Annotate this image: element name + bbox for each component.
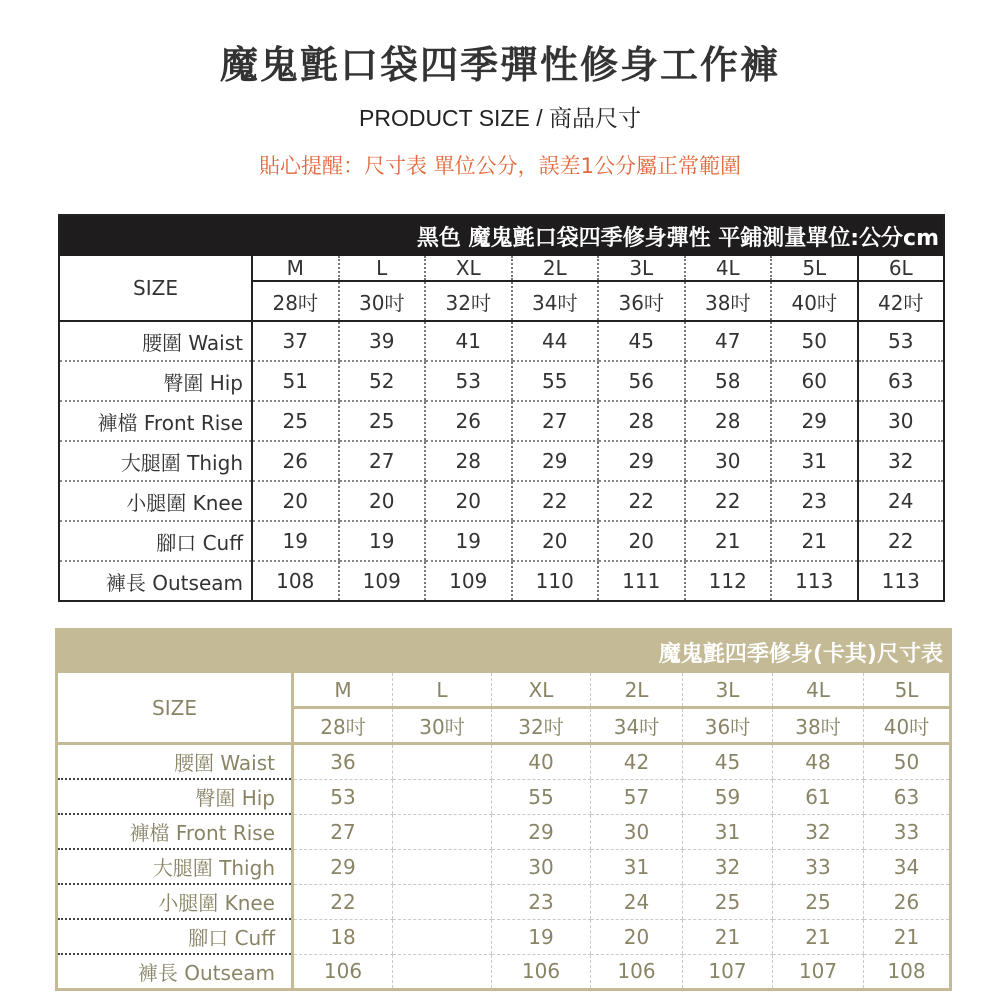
size-cell: 5L — [864, 673, 951, 708]
row-label: 腳口 Cuff — [59, 521, 252, 561]
inch-cell: 36吋 — [598, 281, 685, 321]
size-row — [57, 673, 951, 708]
value-cell: 18 — [293, 919, 393, 954]
value-cell: 28 — [425, 441, 512, 481]
value-cell: 21 — [773, 919, 864, 954]
value-cell: 19 — [425, 521, 512, 561]
value-cell: 20 — [425, 481, 512, 521]
value-cell: 22 — [512, 481, 599, 521]
inch-cell: 28吋 — [252, 281, 339, 321]
value-cell: 51 — [252, 361, 339, 401]
value-cell: 30 — [591, 814, 683, 849]
value-cell: 111 — [598, 561, 685, 601]
value-cell: 56 — [598, 361, 685, 401]
inch-cell: 30吋 — [339, 281, 426, 321]
value-cell: 27 — [339, 441, 426, 481]
value-cell: 55 — [512, 361, 599, 401]
value-cell: 108 — [864, 954, 951, 990]
value-cell: 22 — [293, 884, 393, 919]
row-label: 小腿圍 Knee — [59, 481, 252, 521]
value-cell: 107 — [773, 954, 864, 990]
value-cell — [393, 849, 492, 884]
value-cell: 36 — [293, 744, 393, 780]
size-cell: XL — [492, 673, 591, 708]
value-cell: 28 — [685, 401, 772, 441]
value-cell: 45 — [598, 321, 685, 361]
table-caption: 黑色 魔鬼氈口袋四季修身彈性 平鋪測量單位:公分cm — [59, 215, 944, 256]
value-cell: 28 — [598, 401, 685, 441]
value-cell: 47 — [685, 321, 772, 361]
value-cell — [393, 744, 492, 780]
value-cell: 31 — [771, 441, 858, 481]
size-cell: 4L — [773, 673, 864, 708]
value-cell: 20 — [252, 481, 339, 521]
value-cell: 20 — [339, 481, 426, 521]
value-cell: 26 — [425, 401, 512, 441]
value-cell: 22 — [685, 481, 772, 521]
value-cell: 21 — [864, 919, 951, 954]
value-cell: 112 — [685, 561, 772, 601]
value-cell: 24 — [591, 884, 683, 919]
row-label: 大腿圍 Thigh — [59, 441, 252, 481]
value-cell: 57 — [591, 779, 683, 814]
value-cell: 19 — [339, 521, 426, 561]
value-cell: 26 — [864, 884, 951, 919]
value-cell: 39 — [339, 321, 426, 361]
value-cell: 107 — [683, 954, 773, 990]
value-cell: 32 — [683, 849, 773, 884]
size-header-label: SIZE — [59, 256, 252, 321]
value-cell: 50 — [864, 744, 951, 780]
inch-cell: 38吋 — [773, 708, 864, 744]
value-cell: 52 — [339, 361, 426, 401]
value-cell: 30 — [685, 441, 772, 481]
value-cell: 23 — [771, 481, 858, 521]
row-label: 小腿圍 Knee — [57, 884, 293, 919]
row-label: 大腿圍 Thigh — [57, 849, 293, 884]
value-cell: 45 — [683, 744, 773, 780]
value-cell: 29 — [293, 849, 393, 884]
table-caption-row — [59, 215, 944, 256]
row-label: 腰圍 Waist — [57, 744, 293, 780]
value-cell: 109 — [425, 561, 512, 601]
value-cell: 50 — [771, 321, 858, 361]
table-row — [57, 849, 951, 884]
measurement-notice: 貼心提醒：尺寸表 單位公分，誤差1公分屬正常範圍 — [258, 154, 742, 178]
value-cell: 60 — [771, 361, 858, 401]
size-cell: M — [252, 256, 339, 281]
size-row — [59, 256, 944, 281]
value-cell: 113 — [771, 561, 858, 601]
value-cell: 19 — [252, 521, 339, 561]
value-cell — [393, 919, 492, 954]
value-cell: 25 — [339, 401, 426, 441]
size-cell: 3L — [598, 256, 685, 281]
inch-cell: 32吋 — [425, 281, 512, 321]
value-cell: 53 — [425, 361, 512, 401]
value-cell: 42 — [591, 744, 683, 780]
value-cell: 25 — [252, 401, 339, 441]
table-row — [59, 481, 944, 521]
value-cell: 108 — [276, 569, 315, 593]
value-cell: 32 — [858, 441, 945, 481]
inch-cell: 32吋 — [492, 708, 591, 744]
size-cell: L — [393, 673, 492, 708]
value-cell: 30 — [858, 401, 945, 441]
value-cell: 37 — [252, 321, 339, 361]
value-cell: 41 — [425, 321, 512, 361]
row-label: 褲長 Outseam — [59, 561, 252, 601]
inch-cell: 34吋 — [591, 708, 683, 744]
table-caption: 魔鬼氈四季修身(卡其)尺寸表 — [57, 630, 951, 674]
size-cell: 2L — [591, 673, 683, 708]
value-cell: 59 — [683, 779, 773, 814]
value-cell: 113 — [858, 561, 945, 601]
value-cell: 63 — [864, 779, 951, 814]
inch-cell: 42吋 — [858, 281, 945, 321]
product-size-subtitle: PRODUCT SIZE / 商品尺寸 — [359, 105, 641, 131]
size-cell: 6L — [858, 256, 945, 281]
value-cell: 48 — [773, 744, 864, 780]
value-cell: 106 — [591, 954, 683, 990]
value-cell: 24 — [858, 481, 945, 521]
value-cell — [393, 954, 492, 990]
size-cell: 3L — [683, 673, 773, 708]
value-cell: 106 — [492, 954, 591, 990]
value-cell: 31 — [683, 814, 773, 849]
value-cell: 34 — [864, 849, 951, 884]
row-label: 臀圍 Hip — [57, 779, 293, 814]
value-cell: 20 — [512, 521, 599, 561]
value-cell: 20 — [591, 919, 683, 954]
value-cell: 26 — [252, 441, 339, 481]
table-caption-row — [57, 630, 951, 674]
inch-cell: 34吋 — [512, 281, 599, 321]
row-label: 臀圍 Hip — [59, 361, 252, 401]
value-cell: 23 — [492, 884, 591, 919]
value-cell: 21 — [685, 521, 772, 561]
size-cell: 2L — [512, 256, 599, 281]
inch-cell: 28吋 — [293, 708, 393, 744]
inch-cell: 40吋 — [771, 281, 858, 321]
value-cell — [393, 884, 492, 919]
inch-cell: 36吋 — [683, 708, 773, 744]
value-cell: 106 — [323, 959, 363, 984]
value-cell: 29 — [771, 401, 858, 441]
product-title: 魔鬼氈口袋四季彈性修身工作褲 — [219, 43, 780, 87]
value-cell: 30 — [492, 849, 591, 884]
value-cell: 40 — [492, 744, 591, 780]
value-cell: 29 — [512, 441, 599, 481]
value-cell: 25 — [773, 884, 864, 919]
size-cell: 4L — [685, 256, 772, 281]
value-cell: 32 — [773, 814, 864, 849]
value-cell: 44 — [512, 321, 599, 361]
value-cell: 61 — [773, 779, 864, 814]
row-label: 褲檔 Front Rise — [59, 401, 252, 441]
table-row — [59, 521, 944, 561]
value-cell: 27 — [293, 814, 393, 849]
table-row — [59, 321, 944, 361]
value-cell: 58 — [685, 361, 772, 401]
size-table-black — [58, 214, 945, 602]
table-row — [57, 814, 951, 849]
value-cell: 22 — [598, 481, 685, 521]
value-cell: 109 — [339, 561, 426, 601]
value-cell: 29 — [492, 814, 591, 849]
table-row — [57, 884, 951, 919]
size-cell: 5L — [771, 256, 858, 281]
size-cell: M — [293, 673, 393, 708]
size-header-label: SIZE — [57, 673, 293, 744]
value-cell: 33 — [864, 814, 951, 849]
value-cell: 21 — [771, 521, 858, 561]
table-row — [57, 779, 951, 814]
value-cell: 19 — [492, 919, 591, 954]
value-cell: 20 — [598, 521, 685, 561]
row-label: 褲檔 Front Rise — [57, 814, 293, 849]
value-cell: 55 — [492, 779, 591, 814]
value-cell: 25 — [683, 884, 773, 919]
inch-cell: 30吋 — [393, 708, 492, 744]
row-label: 褲長 Outseam — [57, 954, 293, 990]
table-row — [59, 441, 944, 481]
size-cell: XL — [425, 256, 512, 281]
value-cell — [393, 779, 492, 814]
inch-cell: 40吋 — [864, 708, 951, 744]
table-row — [59, 561, 944, 601]
table-row — [57, 919, 951, 954]
size-table-khaki — [55, 628, 952, 991]
table-row — [57, 954, 951, 990]
value-cell: 33 — [773, 849, 864, 884]
value-cell: 110 — [512, 561, 599, 601]
inch-cell: 38吋 — [685, 281, 772, 321]
table-row — [57, 744, 951, 780]
value-cell: 53 — [293, 779, 393, 814]
value-cell: 29 — [598, 441, 685, 481]
row-label: 腳口 Cuff — [57, 919, 293, 954]
table-row — [59, 401, 944, 441]
value-cell: 63 — [858, 361, 945, 401]
table-row — [59, 361, 944, 401]
size-cell: L — [339, 256, 426, 281]
value-cell: 31 — [591, 849, 683, 884]
value-cell: 27 — [512, 401, 599, 441]
value-cell: 22 — [858, 521, 945, 561]
value-cell — [393, 814, 492, 849]
row-label: 腰圍 Waist — [59, 321, 252, 361]
value-cell: 21 — [683, 919, 773, 954]
value-cell: 53 — [858, 321, 945, 361]
